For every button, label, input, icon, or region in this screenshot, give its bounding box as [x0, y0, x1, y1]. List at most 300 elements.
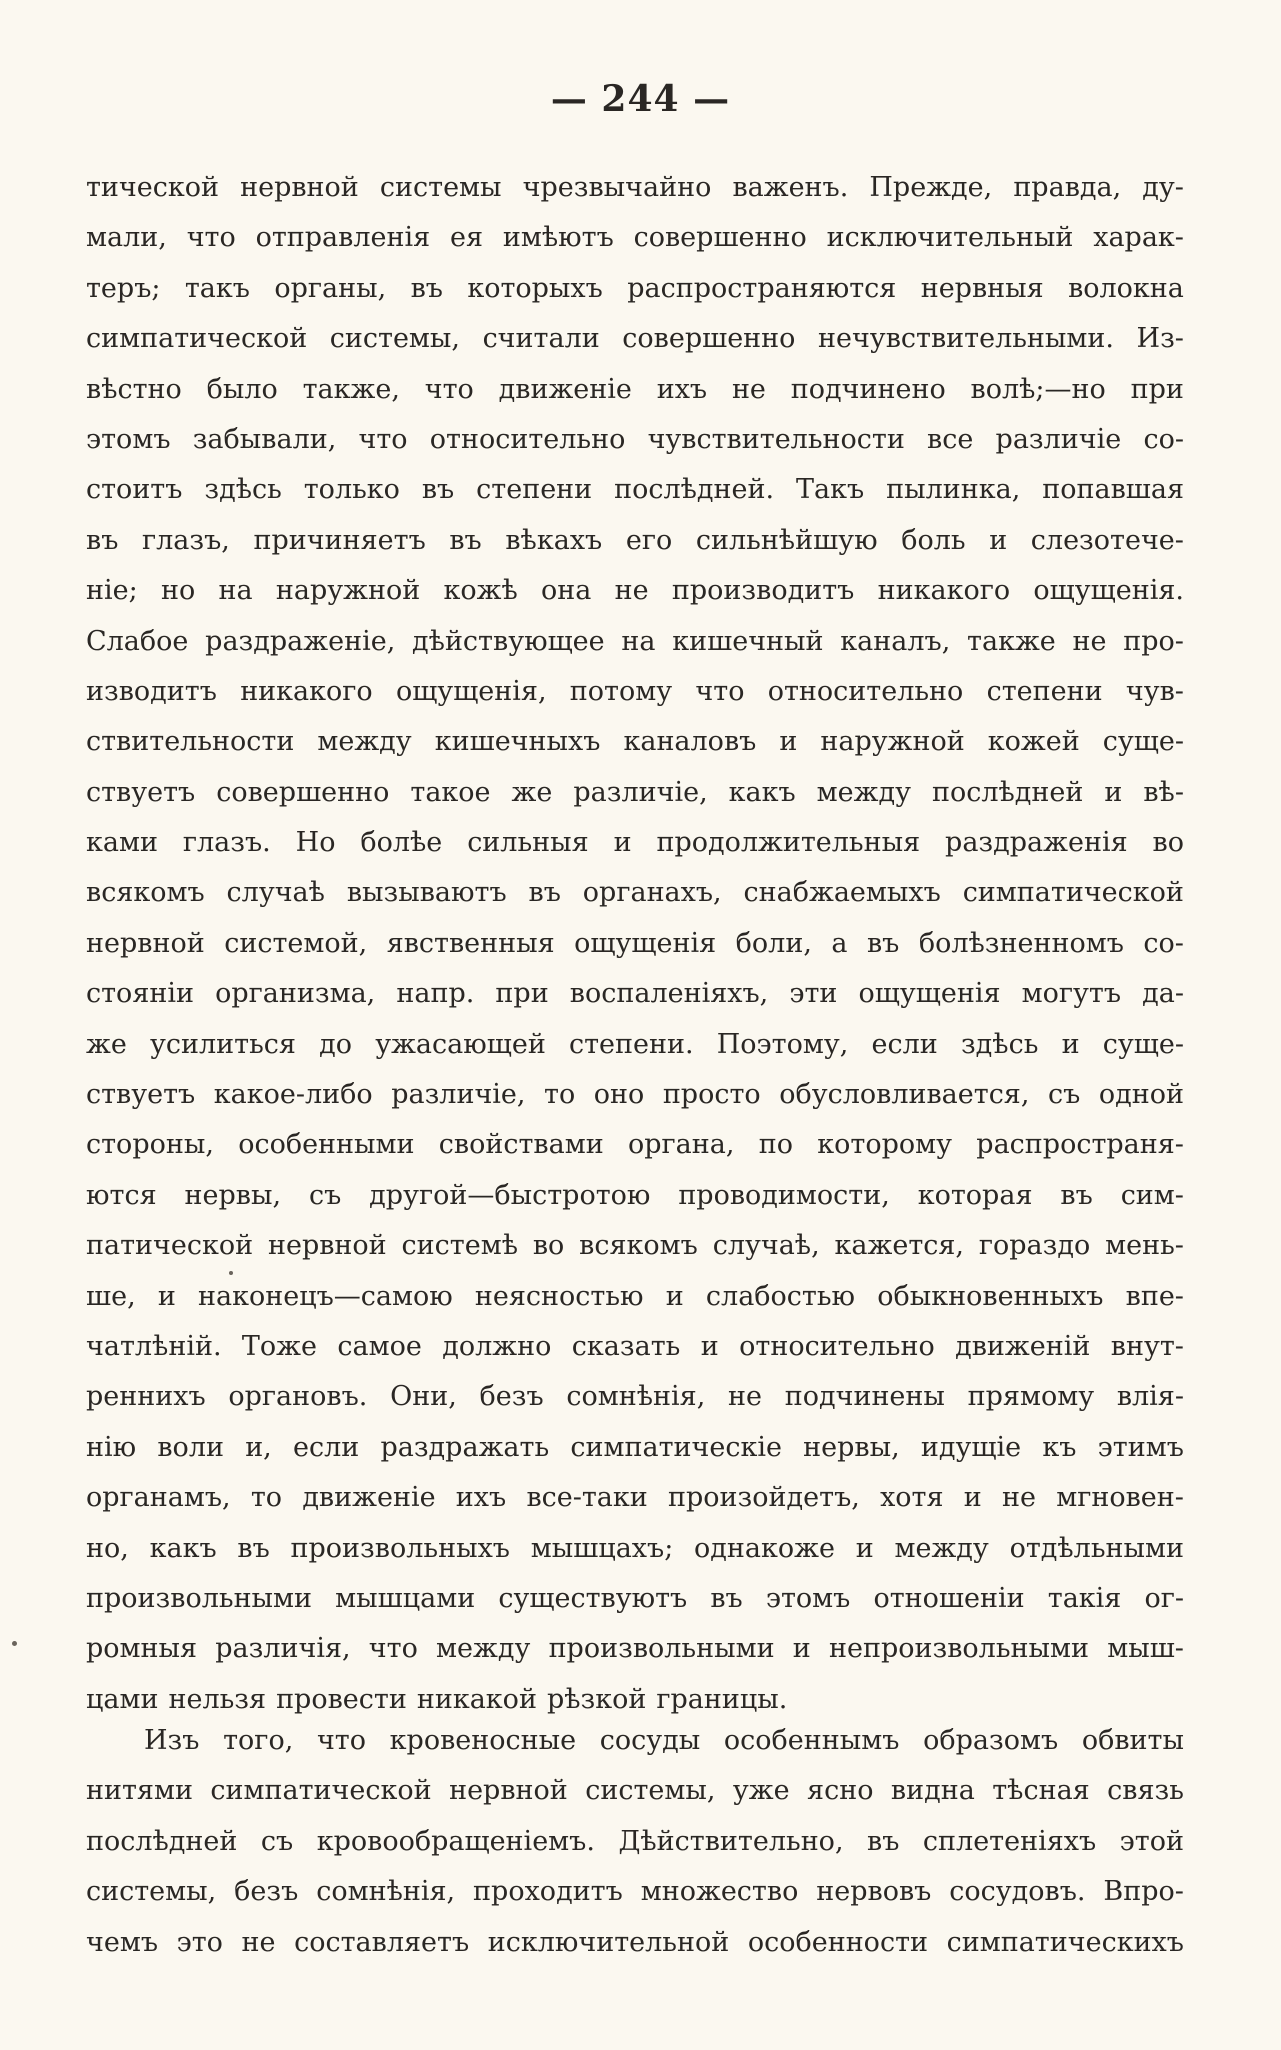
word: степени	[986, 675, 1103, 707]
word: этомъ	[86, 423, 171, 455]
word: ощущенія.	[1033, 575, 1184, 607]
word: неясностью	[474, 1280, 644, 1312]
word: боли,	[735, 927, 812, 959]
word: движеніе	[498, 373, 632, 405]
word: безъ	[234, 1876, 299, 1908]
word: его	[625, 524, 673, 556]
word: симпатической	[210, 1775, 432, 1807]
text-line	[86, 465, 1184, 515]
word: же	[511, 776, 553, 808]
word: системы,	[329, 323, 461, 355]
word: особенности	[747, 1926, 928, 1958]
text-line	[86, 818, 1184, 868]
word: не	[614, 575, 649, 607]
text-line	[86, 213, 1184, 263]
word: обыкновенныхъ	[877, 1280, 1104, 1312]
word: нервной	[449, 1775, 568, 1807]
word: отношеніи	[873, 1582, 1025, 1614]
word: существуютъ	[498, 1582, 688, 1614]
word: впе-	[1125, 1280, 1184, 1312]
print-speck	[12, 1641, 17, 1646]
word: продолжительныя	[656, 827, 921, 859]
word: считали	[482, 323, 600, 355]
word: этимъ	[1097, 1431, 1184, 1463]
word: пылинка,	[886, 474, 1021, 506]
word: произвольныхъ	[290, 1532, 510, 1564]
word: внут-	[1110, 1330, 1184, 1362]
word: не	[728, 1381, 762, 1413]
word: кровеносные	[389, 1725, 577, 1756]
word: мыш-	[1107, 1633, 1184, 1665]
word: другой—быстротою	[369, 1179, 651, 1211]
word: этомъ	[765, 1582, 851, 1614]
word: никакой	[416, 1683, 537, 1715]
word: и	[855, 1532, 874, 1564]
word: движеніе	[302, 1482, 436, 1514]
word: совершенно	[622, 323, 796, 355]
word: ются	[86, 1179, 157, 1211]
word: случаѣ,	[712, 1230, 820, 1262]
word: прямому	[967, 1381, 1095, 1413]
text-line	[86, 1423, 1184, 1473]
word: ствительности	[86, 726, 295, 758]
word: составляетъ	[294, 1926, 470, 1958]
word: ромныя	[86, 1633, 198, 1665]
word: отдѣльными	[1009, 1532, 1184, 1564]
word: различіе,	[573, 776, 708, 808]
word: попавшая	[1042, 474, 1184, 506]
word: совершенно	[216, 776, 390, 808]
word: относительно	[739, 1330, 935, 1362]
word: также	[967, 625, 1056, 657]
word: чрезвычайно	[522, 172, 712, 203]
word: между	[436, 1633, 531, 1665]
text-line	[86, 1473, 1184, 1523]
text-line	[86, 868, 1184, 918]
word: здѣсь	[204, 474, 282, 506]
text-line	[86, 1766, 1184, 1816]
word: послѣдней	[86, 1825, 238, 1857]
text-line	[86, 969, 1184, 1019]
word: рѣзкой	[546, 1683, 647, 1715]
word: наружной	[820, 726, 965, 758]
word: суще-	[1102, 1028, 1184, 1060]
paragraph-1	[86, 163, 1184, 1725]
word: и	[989, 524, 1008, 556]
text-line	[86, 1171, 1184, 1221]
text-line	[86, 1020, 1184, 1070]
word: органа,	[628, 1129, 735, 1161]
word: вѣкахъ	[505, 524, 603, 556]
word: патической	[86, 1230, 254, 1262]
word: въ	[449, 524, 482, 556]
word: нельзя	[168, 1683, 267, 1715]
word: кажется,	[834, 1230, 965, 1262]
word: ог-	[1144, 1582, 1184, 1614]
word: если	[871, 1028, 938, 1060]
word: сомнѣнія,	[566, 1381, 706, 1413]
word: Впро-	[1103, 1876, 1184, 1908]
text-line	[86, 516, 1184, 566]
word: глазъ.	[182, 827, 271, 859]
word: ощущенія	[858, 978, 1001, 1010]
page-number: — 244 —	[550, 78, 731, 120]
word: воспаленіяхъ,	[569, 978, 769, 1010]
word: въ	[421, 474, 455, 506]
word: системы	[379, 172, 502, 203]
word: ихъ	[455, 1482, 507, 1514]
word: распространяются	[627, 272, 897, 304]
word: чемъ	[86, 1926, 159, 1958]
word: и	[700, 1330, 719, 1362]
word: чув-	[1125, 675, 1184, 707]
word: ше,	[86, 1280, 136, 1312]
word: вызываютъ	[346, 877, 507, 909]
word: то	[250, 1482, 283, 1514]
word: могутъ	[1021, 978, 1121, 1010]
word: все	[927, 423, 974, 455]
word: нервы,	[803, 1431, 900, 1463]
word: во	[1152, 827, 1184, 859]
text-line	[86, 919, 1184, 969]
word: что	[368, 1633, 418, 1665]
word: явственныя	[386, 927, 555, 959]
word: она	[541, 575, 592, 607]
text-line	[86, 1918, 1184, 1968]
word: симпатическихъ	[946, 1926, 1184, 1958]
word: что	[424, 373, 474, 405]
word: и	[779, 726, 798, 758]
word: въ	[710, 1582, 743, 1614]
word: во	[532, 1230, 565, 1262]
text-line	[86, 1221, 1184, 1271]
word: мень-	[1105, 1230, 1184, 1262]
word: Прежде,	[869, 172, 993, 203]
word: и	[1061, 1028, 1080, 1060]
word: Они,	[390, 1381, 457, 1413]
word: съ	[308, 1179, 342, 1211]
word: и,	[245, 1431, 272, 1463]
word: цами	[86, 1683, 159, 1715]
word: въ	[866, 927, 900, 959]
word: хотя	[880, 1482, 944, 1514]
word: что	[695, 675, 745, 707]
word: нервы,	[184, 1179, 282, 1211]
word: эти	[789, 978, 838, 1010]
word: здѣсь	[960, 1028, 1039, 1060]
word: границы.	[656, 1683, 788, 1715]
word: раздраженія	[945, 827, 1128, 859]
word: системѣ	[401, 1230, 518, 1262]
word: послѣдней	[931, 776, 1084, 808]
word: на	[621, 625, 656, 657]
word: такія	[1047, 1582, 1122, 1614]
text-line	[86, 1120, 1184, 1170]
word: никакого	[240, 675, 373, 707]
word: ками	[86, 827, 158, 859]
word: по	[758, 1129, 793, 1161]
word: оно	[593, 1079, 645, 1111]
word: органамъ,	[86, 1482, 231, 1514]
word: относительно	[767, 675, 964, 707]
word: не	[1072, 625, 1107, 657]
word: чатлѣній.	[86, 1330, 222, 1362]
word: это	[176, 1926, 223, 1958]
word: ихъ	[656, 373, 708, 405]
word: снабжаемыхъ	[743, 877, 941, 909]
word: вѣ-	[1143, 776, 1184, 808]
word: которыхъ	[467, 272, 603, 304]
text-line	[86, 1624, 1184, 1674]
word: органахъ,	[582, 877, 722, 909]
word: а	[831, 927, 848, 959]
text-line	[86, 1867, 1184, 1917]
text-line	[86, 617, 1184, 667]
word: стояніи	[86, 978, 194, 1010]
word: системой,	[224, 927, 368, 959]
word: распространя-	[976, 1129, 1184, 1161]
word: произвольными	[86, 1582, 313, 1614]
word: и	[157, 1280, 176, 1312]
word: въ	[237, 1532, 270, 1564]
text-line	[86, 314, 1184, 364]
word: тѣсная	[992, 1775, 1090, 1807]
word: подчинено	[790, 373, 946, 405]
word: сосудовъ.	[949, 1876, 1086, 1908]
word: Изъ	[144, 1725, 200, 1756]
word: нервной	[240, 172, 359, 203]
word: воли	[157, 1431, 224, 1463]
word: мгновен-	[1056, 1482, 1184, 1514]
word: кишечный	[672, 625, 824, 657]
word: ужасающей	[375, 1028, 546, 1060]
word: уже	[732, 1775, 790, 1807]
word: на	[218, 575, 253, 607]
word: сим-	[1120, 1179, 1184, 1211]
word: нервовъ	[816, 1876, 932, 1908]
word: степени	[476, 474, 593, 506]
word: наружной	[275, 575, 421, 607]
word: различіе,	[391, 1079, 526, 1111]
word: и	[613, 827, 632, 859]
word: вѣстно	[86, 373, 182, 405]
word: различія,	[215, 1633, 351, 1665]
word: идущіе	[920, 1431, 1022, 1463]
word: влія-	[1116, 1381, 1184, 1413]
word: которому	[817, 1129, 953, 1161]
word: въ	[528, 877, 561, 909]
word: видна	[890, 1775, 975, 1807]
word: слезотече-	[1030, 524, 1184, 556]
word: имѣютъ	[502, 222, 614, 254]
word: ощущенія,	[395, 675, 547, 707]
word: между	[894, 1532, 989, 1564]
text-line	[86, 667, 1184, 717]
word: исключительный	[826, 222, 1074, 254]
word: же	[86, 1028, 127, 1060]
word: случаѣ	[226, 877, 325, 909]
word: нію	[86, 1431, 137, 1463]
word: со-	[1143, 927, 1184, 959]
word: и	[665, 1280, 684, 1312]
word: совершенно	[633, 222, 807, 254]
text-line	[86, 566, 1184, 616]
text-line	[86, 717, 1184, 767]
word: забывали,	[192, 423, 337, 455]
word: что	[358, 423, 408, 455]
word: подчинены	[784, 1381, 945, 1413]
text-line	[86, 415, 1184, 465]
word: такое	[410, 776, 491, 808]
word: также,	[302, 373, 400, 405]
word: свойствами	[438, 1129, 604, 1161]
word: раздражать	[380, 1431, 550, 1463]
word: Поэтому,	[716, 1028, 849, 1060]
word: къ	[1042, 1431, 1077, 1463]
word: волѣ;—но	[970, 373, 1106, 405]
word: однакоже	[694, 1532, 835, 1564]
word: производитъ	[671, 575, 855, 607]
word: организма,	[215, 978, 376, 1010]
word: да-	[1142, 978, 1184, 1010]
word: мали,	[86, 222, 167, 254]
word: провести	[276, 1683, 407, 1715]
word: боль	[901, 524, 966, 556]
word: сильныя	[467, 827, 589, 859]
word: что	[316, 1725, 366, 1756]
text-line	[86, 163, 1184, 213]
word: нитями	[86, 1775, 193, 1807]
word: какъ	[149, 1532, 217, 1564]
word: ощущенія	[574, 927, 717, 959]
word: этой	[1119, 1825, 1184, 1857]
word: всякомъ	[86, 877, 205, 909]
word: въ	[86, 524, 119, 556]
word: нечувствительными.	[817, 323, 1114, 355]
word: симпатическіе	[570, 1431, 782, 1463]
word: глазъ,	[142, 524, 230, 556]
word: если	[292, 1431, 360, 1463]
word: причиняетъ	[253, 524, 426, 556]
word: не	[241, 1926, 276, 1958]
word: было	[206, 373, 278, 405]
word: реннихъ	[86, 1381, 206, 1413]
word: въ	[1060, 1179, 1093, 1211]
word: стороны,	[86, 1129, 214, 1161]
word: ея	[450, 222, 484, 254]
word: сомнѣнія,	[316, 1876, 456, 1908]
word: одной	[1098, 1079, 1184, 1111]
word: ду-	[1142, 172, 1184, 203]
print-speck	[229, 1271, 233, 1275]
word: важенъ.	[732, 172, 849, 203]
word: правда,	[1013, 172, 1122, 203]
word: органовъ.	[228, 1381, 368, 1413]
word: органы,	[274, 272, 387, 304]
word: обвиты	[1081, 1725, 1184, 1756]
word: и	[1104, 776, 1123, 808]
word: самое	[337, 1330, 422, 1362]
word: тической	[86, 172, 220, 203]
word: Тоже	[241, 1330, 318, 1362]
text-line	[86, 1817, 1184, 1867]
word: непроизвольными	[828, 1633, 1090, 1665]
word: теръ;	[86, 272, 161, 304]
word: симпатической	[962, 877, 1184, 909]
text-line	[86, 365, 1184, 415]
word: суще-	[1102, 726, 1184, 758]
word: послѣдней.	[614, 474, 775, 506]
word: движеній	[955, 1330, 1091, 1362]
word: харак-	[1093, 222, 1184, 254]
word: что	[186, 222, 236, 254]
word: не	[731, 373, 766, 405]
word: между	[816, 776, 911, 808]
word: Слабое	[86, 625, 189, 657]
word: между	[317, 726, 412, 758]
word: какое-либо	[213, 1079, 373, 1111]
word: только	[303, 474, 400, 506]
word: различіе	[995, 423, 1122, 455]
word: никакого	[877, 575, 1011, 607]
word: просто	[662, 1079, 761, 1111]
word: про-	[1123, 625, 1184, 657]
word: особенными	[238, 1129, 415, 1161]
word: системы,	[585, 1775, 716, 1807]
word: какъ	[728, 776, 796, 808]
word: множество	[640, 1876, 799, 1908]
word: кровообращеніемъ.	[316, 1825, 595, 1857]
word: болѣзненномъ	[918, 927, 1124, 959]
word: произвольными	[548, 1633, 775, 1665]
text-line	[86, 1716, 1184, 1766]
word: обусловливается,	[779, 1079, 1030, 1111]
text-line	[86, 1272, 1184, 1322]
word: Дѣйствительно,	[618, 1825, 844, 1857]
word: сказать	[571, 1330, 681, 1362]
word: того,	[223, 1725, 294, 1756]
word: мышцахъ;	[530, 1532, 674, 1564]
word: волокна	[1068, 272, 1184, 304]
word: и	[792, 1633, 811, 1665]
word: съ	[260, 1825, 294, 1857]
word: напр.	[396, 978, 475, 1010]
word: все-таки	[526, 1482, 648, 1514]
word: отправленія	[255, 222, 431, 254]
text-line	[86, 1524, 1184, 1574]
word: кожей	[987, 726, 1080, 758]
word: Из-	[1136, 323, 1184, 355]
word: нервной	[86, 927, 205, 959]
word: до	[319, 1028, 353, 1060]
word: не	[1001, 1482, 1036, 1514]
word: изводитъ	[86, 675, 217, 707]
paragraph-2	[86, 1716, 1184, 1968]
word: кожѣ	[443, 575, 518, 607]
word: ясно	[807, 1775, 874, 1807]
word: но	[160, 575, 196, 607]
word: стоитъ	[86, 474, 183, 506]
word: болѣе	[360, 827, 443, 859]
word: образомъ	[923, 1725, 1059, 1756]
word: раздраженіе,	[205, 625, 396, 657]
word: то	[544, 1079, 576, 1111]
word: слабостью	[705, 1280, 856, 1312]
text-line	[86, 264, 1184, 314]
word: всякомъ	[579, 1230, 698, 1262]
word: каналовъ	[623, 726, 757, 758]
text-line	[86, 1574, 1184, 1624]
